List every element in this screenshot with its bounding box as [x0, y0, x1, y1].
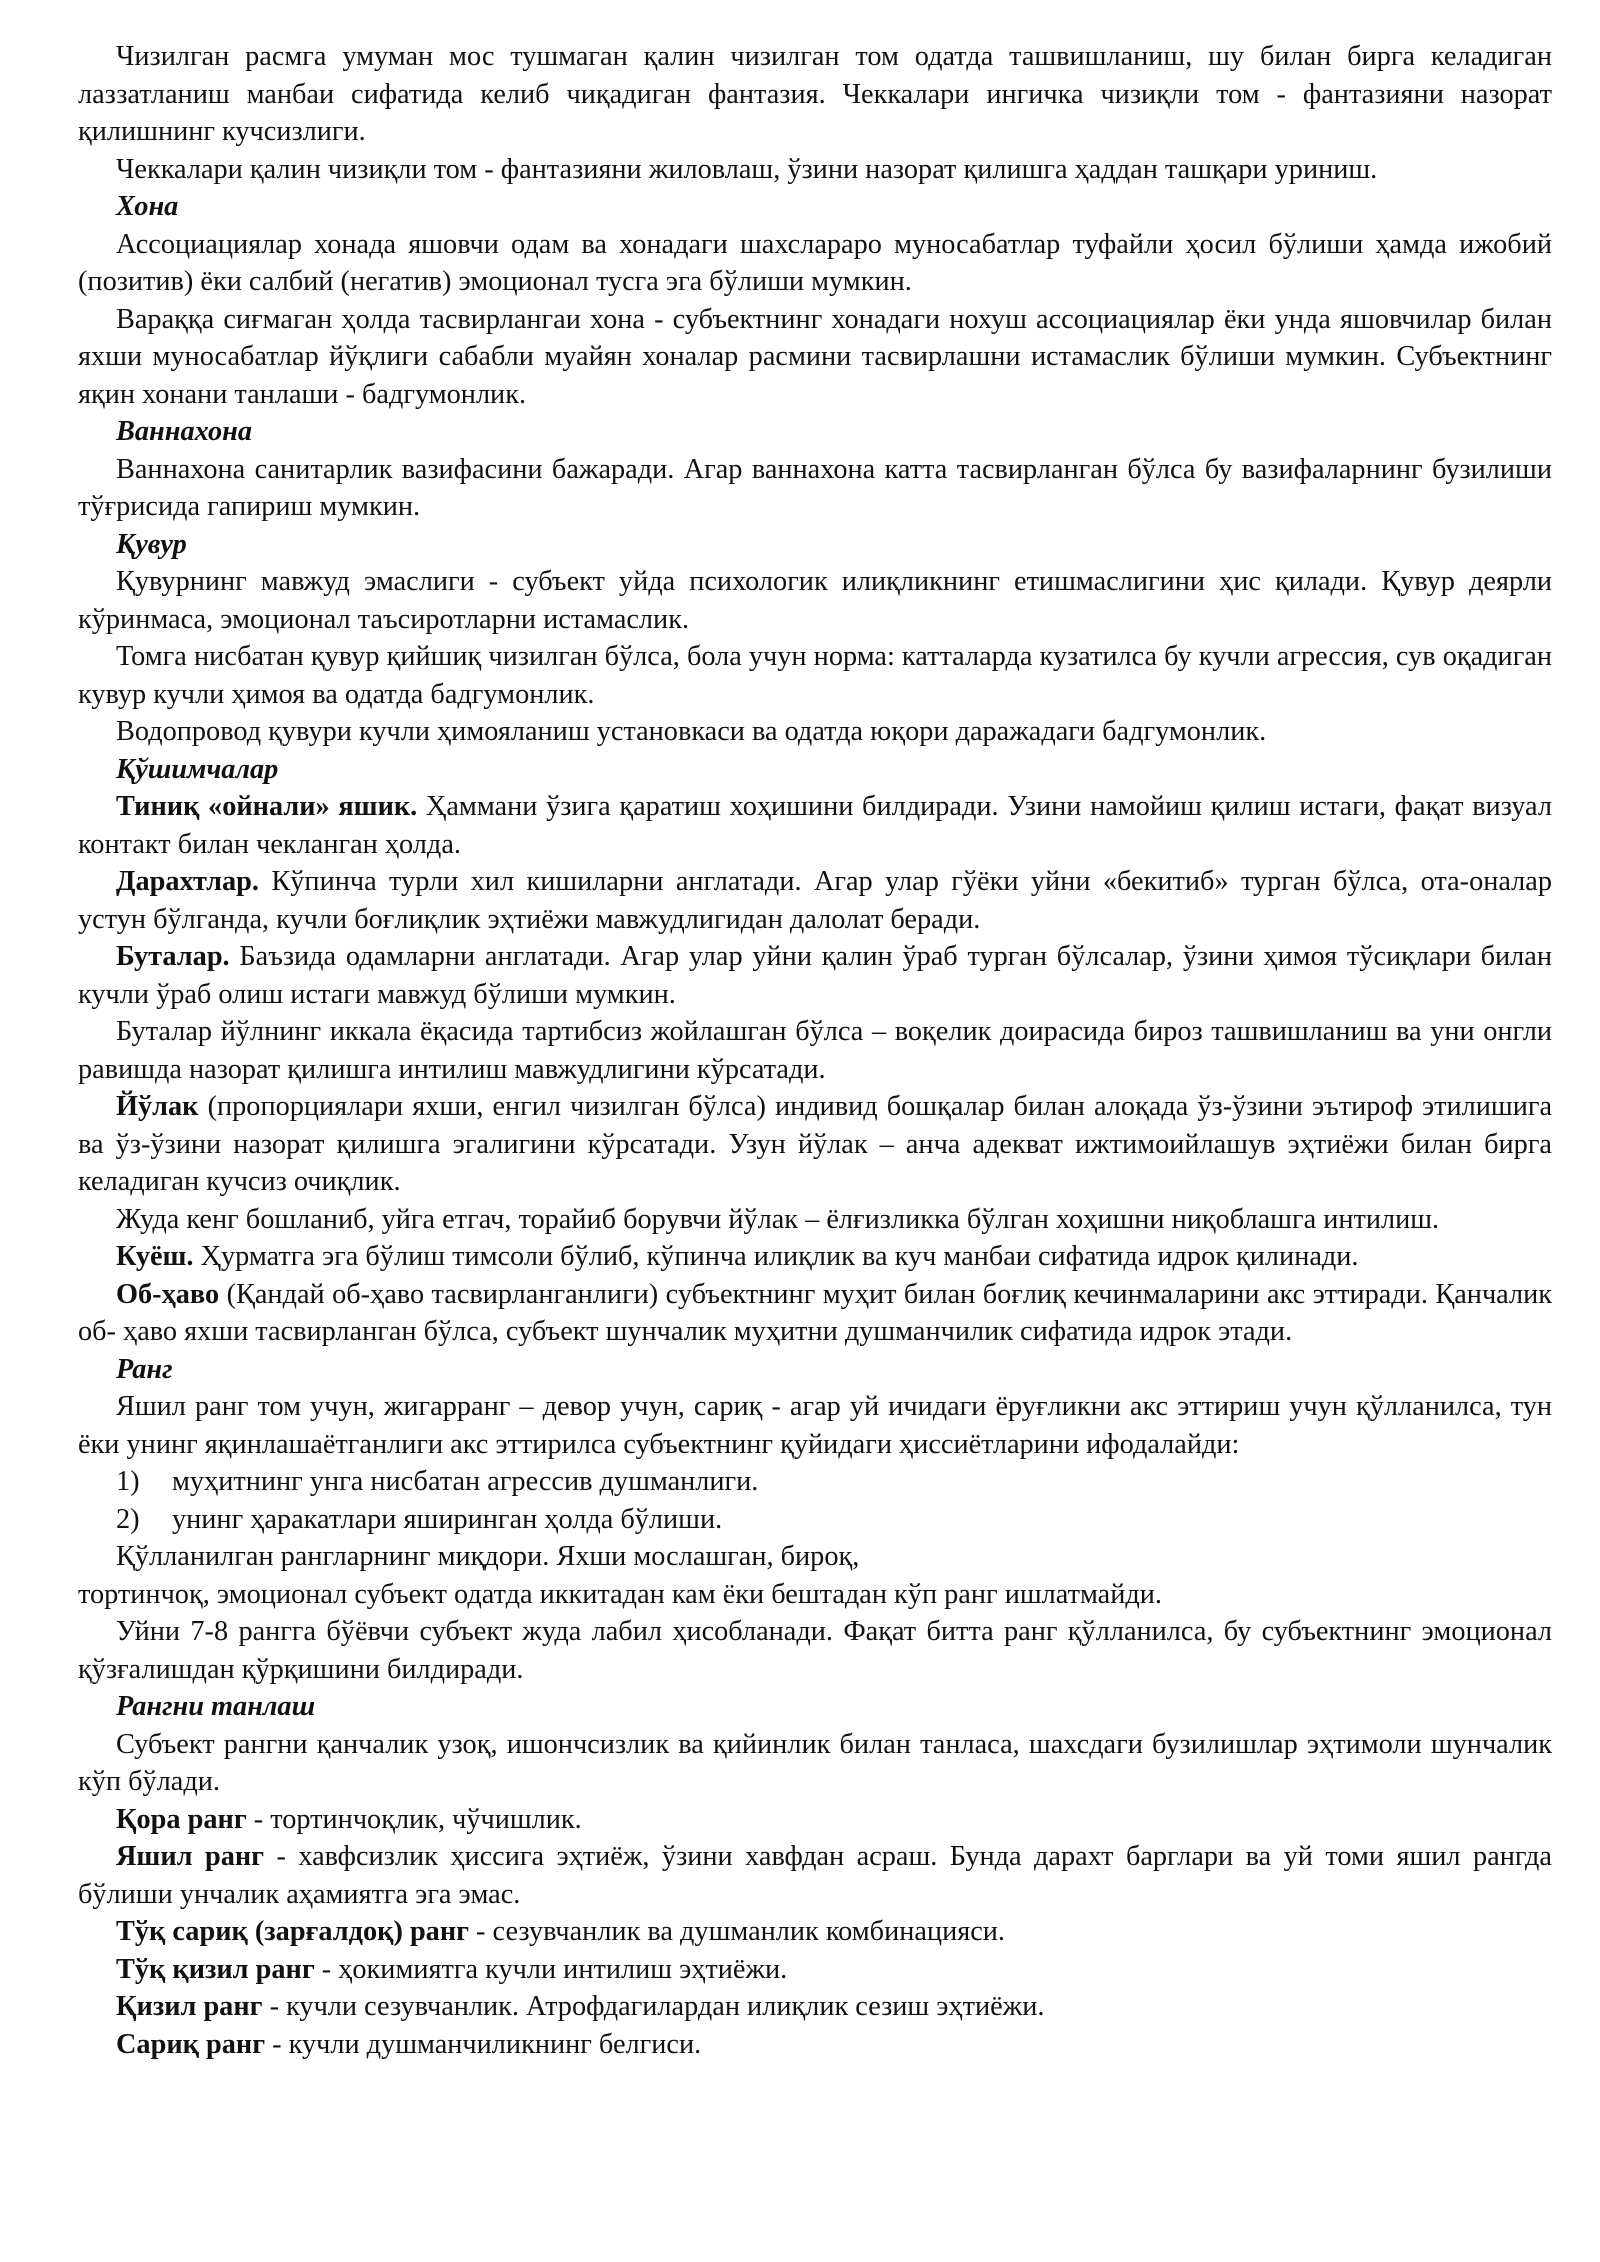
heading-color-choice: Рангни танлаш [116, 1691, 316, 1722]
paragraph-color-count: Қўлланилган рангларнинг миқдори. Яхши мослашган, бироқ, [116, 1541, 860, 1572]
term-green: Яшил ранг [116, 1841, 264, 1872]
paragraph-yellow [78, 2026, 1552, 2064]
paragraph-pipe-crooked: Томга нисбатан қувур қийшиқ чизилган бўлса, бола учун норма: катталарда кузатилса бу кучли агрессия, сув оқадиган кувур кучли ҳимоя ва одатда бадгумонлик. [78, 641, 1552, 710]
paragraph-roof-control: Чеккалари қалин чизиқли том - фантазияни жиловлаш, ўзини назорат қилишга ҳаддан ташқари уриниш. [116, 153, 1378, 185]
text-bushes: Баъзида одамларни англатади. Агар улар уйни қалин ўраб турган бўлсалар, ўзини ҳимоя тўсиқлари билан кучли ўраб олиш истаги мавжуд бўлиши мумкин. [78, 941, 1552, 1010]
text-sun: Ҳурматга эга бўлиш тимсоли бўлиб, кўпинча илиқлик ва куч манбаи сифатида идрок қилинади. [193, 1241, 1359, 1272]
term-yellow: Сариқ ранг [116, 2028, 266, 2060]
heading-bathroom: Ваннахона [116, 416, 253, 447]
term-sun: Куёш. [116, 1241, 194, 1272]
list-item-text: унинг ҳаракатлари яширинган ҳолда бўлиши. [172, 1503, 723, 1535]
term-black: Қора ранг [116, 1803, 247, 1835]
term-orange: Тўқ сариқ (зарғалдоқ) ранг [116, 1916, 469, 1947]
paragraph-roof-fantasy: Чизилган расмга умуман мос тушмаган қалин чизилган том одатда ташвишланиш, шу билан бирга келадиган лаззатланиш манбаи сифатида келиб чиқадиган фантазия. Чеккалари ингичка чизиқли том - фантазияни назорат қилишнинг кучсизлиги. [78, 41, 1552, 147]
text-yellow: - кучли душманчиликнинг белгиси. [265, 2028, 702, 2060]
paragraph-color-labile: Уйни 7-8 рангга бўёвчи субъект жуда лабил ҳисобланади. Фақат битта ранг қўлланилса, бу субъектнинг эмоционал қўзғалишдан қўрқишини билдиради. [78, 1616, 1552, 1685]
term-path: Йўлак [116, 1091, 199, 1122]
term-glass-box: Тиниқ «ойнали» яшик. [116, 791, 418, 822]
list-item [78, 1463, 1552, 1501]
paragraph-room-associations: Ассоциациялар хонада яшовчи одам ва хонадаги шахслараро муносабатлар туфайли ҳосил бўлиши ҳамда ижобий (позитив) ёки салбий (негатив) эмоционал тусга эга бўлиши мумкин. [78, 228, 1552, 297]
heading-color: Ранг [116, 1353, 173, 1385]
term-bushes: Буталар. [116, 941, 230, 972]
list-item-number: 1) [116, 1466, 140, 1497]
term-trees: Дарахтлар. [116, 866, 259, 897]
paragraph-orange [78, 1913, 1552, 1951]
paragraph-wide-path: Жуда кенг бошланиб, уйга етгач, торайиб борувчи йўлак – ёлғизликка бўлган хоҳишни ниқоблашга интилиш. [116, 1203, 1440, 1235]
text-path: (пропорциялари яхши, енгил чизилган бўлса) индивид бошқалар билан алоқада ўз-ўзини эътироф этилишига ва ўз-ўзини назорат қилишга эгалигини кўрсатади. Узун йўлак – анча адекват ижтимоийлашув эҳтиёжи билан бирга келадиган кучсиз очиқлик. [78, 1091, 1552, 1197]
paragraph-bushes-path: Буталар йўлнинг иккала ёқасида тартибсиз жойлашган бўлса – воқелик доирасида бироз ташвишланиш ва уни онгли равишда назорат қилишга интилиш мавжудлигини кўрсатади. [78, 1016, 1552, 1085]
heading-pipe: Қувур [116, 528, 187, 560]
paragraph-dark-red [78, 1951, 1552, 1989]
text-glass-box: Ҳаммани ўзига қаратиш хоҳишини билдиради. Узини намойиш қилиш истаги, фақат визуал контакт билан чекланган ҳолда. [78, 791, 1552, 860]
term-red: Қизил ранг [116, 1991, 263, 2022]
paragraph-color-usage: Яшил ранг том учун, жигарранг – девор учун, сариқ - агар уй ичидаги ёруғликни акс эттириш учун қўлланилса, тун ёки унинг яқинлашаётганлиги акс эттирилса субъектнинг қуйидаги ҳиссиётларини ифодалайди: [78, 1391, 1552, 1460]
list-item-text: муҳитнинг унга нисбатан агрессив душманлиги. [172, 1466, 759, 1497]
list-item-number: 2) [116, 1503, 140, 1535]
paragraph-red [78, 1988, 1552, 2026]
paragraph-water-pipe: Водопровод қувури кучли ҳимояланиш установкаси ва одатда юқори даражадаги бадгумонлик. [116, 716, 1267, 747]
paragraph-color-count-continued: тортинчоқ, эмоционал субъект одатда иккитадан кам ёки бештадан кўп ранг ишлатмайди. [78, 1578, 1162, 1610]
text-black: - тортинчоқлик, чўчишлик. [246, 1803, 582, 1835]
paragraph-black [78, 1801, 1552, 1839]
paragraph-trees [78, 863, 1552, 938]
paragraph-pipe-absence: Қувурнинг мавжуд эмаслиги - субъект уйда психологик илиқликнинг етишмаслигини ҳис қилади. Қувур деярли кўринмаса, эмоционал таъсиротларни истамаслик. [78, 566, 1552, 635]
paragraph-color-choice: Субъект рангни қанчалик узоқ, ишончсизлик ва қийинлик билан танласа, шахсдаги бузилишлар эҳтимоли шунчалик кўп бўлади. [78, 1728, 1552, 1797]
paragraph-sun [78, 1238, 1552, 1276]
list-item [78, 1501, 1552, 1539]
paragraph-room-drawing: Вараққа сиғмаган ҳолда тасвирлангаи хона - субъектнинг хонадаги нохуш ассоциациялар ёки унда яшовчилар билан яхши муносабатлар йўқлиги сабабли муайян хоналар расмини тасвирлашни истамаслик бўлиши мумкин. Субъектнинг яқин хонани танлаши - бадгумонлик. [78, 303, 1552, 410]
paragraph-green [78, 1838, 1552, 1913]
text-red: - кучли сезувчанлик. Атрофдагилардан илиқлик сезиш эҳтиёжи. [262, 1991, 1045, 2022]
text-orange: - сезувчанлик ва душманлик комбинацияси. [468, 1916, 1006, 1947]
heading-additions: Қўшимчалар [116, 753, 279, 785]
text-trees: Кўпинча турли хил кишиларни англатади. Агар улар гўёки уйни «бекитиб» турган бўлса, ота-оналар устун бўлганда, кучли боғлиқлик эҳтиёжи мавжудлигидан далолат беради. [78, 866, 1552, 935]
paragraph-bushes [78, 938, 1552, 1013]
term-weather: Об-ҳаво [116, 1278, 220, 1310]
paragraph-path [78, 1088, 1552, 1201]
paragraph-glass-box [78, 788, 1552, 863]
paragraph-weather [78, 1276, 1552, 1351]
text-dark-red: - ҳокимиятга кучли интилиш эҳтиёжи. [314, 1953, 788, 1985]
heading-room: Хона [116, 191, 179, 222]
text-green: - хавфсизлик ҳиссига эҳтиёж, ўзини хавфдан асраш. Бунда дарахт барглари ва уй томи яшил рангда бўлиши унчалик аҳамиятга эга эмас. [78, 1841, 1552, 1910]
term-dark-red: Тўқ қизил ранг [116, 1953, 315, 1985]
text-weather: (Қандай об-ҳаво тасвирланганлиги) субъектнинг муҳит билан боғлиқ кечинмаларини акс эттиради. Қанчалик об- ҳаво яхши тасвирланган бўлса, субъект шунчалик муҳитни душманчилик сифатида идрок этади. [78, 1278, 1552, 1347]
paragraph-bathroom: Ваннахона санитарлик вазифасини бажаради. Агар ваннахона катта тасвирланган бўлса бу вазифаларнинг бузилиши тўғрисида гапириш мумкин. [78, 453, 1552, 522]
